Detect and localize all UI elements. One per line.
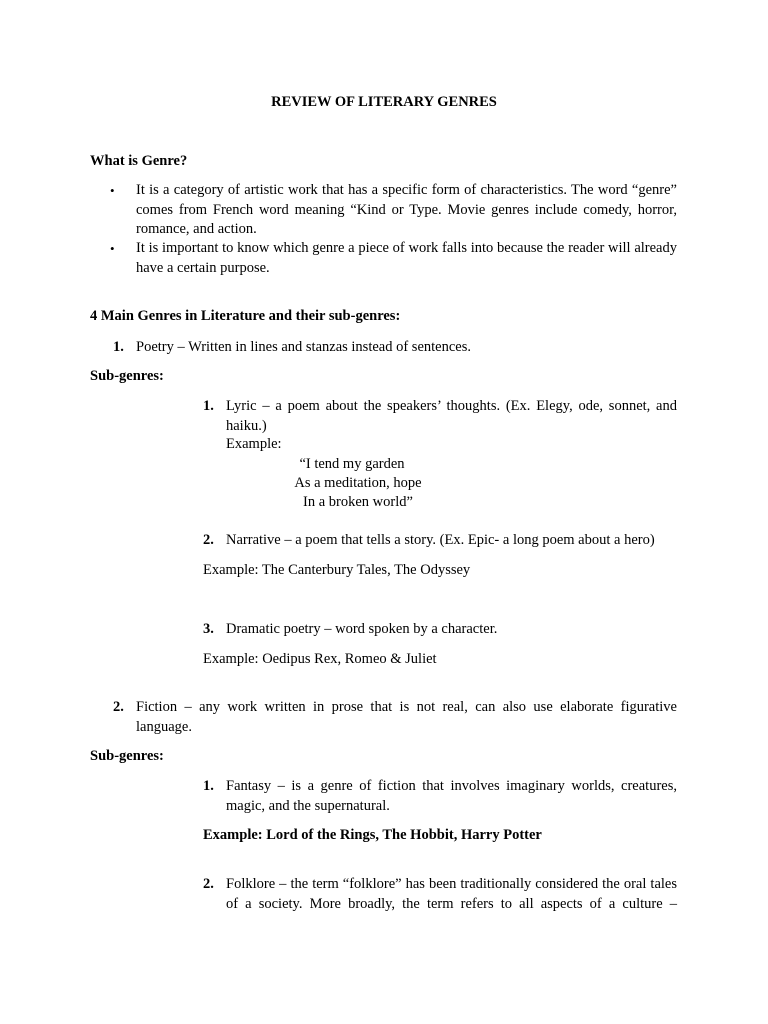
example-text: Example: Lord of the Rings, The Hobbit, Harry Potter — [203, 827, 542, 843]
poem-line: In a broken world” — [303, 494, 413, 510]
bullet-text: It is a category of artistic work that has a specific form of characteristics. The word “genre” comes from French word meaning “Kind or Type. Movie genres include comedy, horror, romance, and action. — [136, 182, 677, 237]
example-label: Example: — [226, 436, 282, 452]
poem-line: “I tend my garden — [299, 456, 405, 472]
subgenre-text: Fantasy – is a genre of fiction that involves imaginary worlds, creatures, magic, and the supernatural. — [226, 778, 677, 814]
example-text: Example: The Canterbury Tales, The Odyssey — [203, 562, 471, 578]
subgenre-text: Lyric – a poem about the speakers’ thoughts. (Ex. Elegy, ode, sonnet, and haiku.) — [226, 398, 677, 434]
subgenres-label: Sub-genres: — [90, 748, 164, 764]
list-number: 1. — [113, 339, 124, 355]
subgenres-label: Sub-genres: — [90, 368, 164, 384]
section-heading-main-genres: 4 Main Genres in Literature and their sub-genres: — [90, 308, 401, 324]
list-number: 1. — [203, 398, 214, 414]
poem-line: As a meditation, hope — [294, 475, 422, 491]
bullet-icon: • — [110, 183, 115, 198]
page-title: REVIEW OF LITERARY GENRES — [271, 94, 497, 110]
list-number: 3. — [203, 621, 214, 637]
subgenre-text: Narrative – a poem that tells a story. (Ex. Epic- a long poem about a hero) — [226, 532, 655, 548]
list-number: 2. — [113, 699, 124, 715]
list-number: 2. — [203, 532, 214, 548]
subgenre-text: Folklore – the term “folklore” has been traditionally considered the oral tales of a society. More broadly, the term refers to all aspects of a culture – — [226, 876, 677, 912]
bullet-text: It is important to know which genre a piece of work falls into because the reader will already have a certain purpose. — [136, 240, 677, 276]
genre-item-text: Poetry – Written in lines and stanzas instead of sentences. — [136, 339, 471, 355]
example-text: Example: Oedipus Rex, Romeo & Juliet — [203, 651, 437, 667]
list-number: 1. — [203, 778, 214, 794]
genre-item-text: Fiction – any work written in prose that is not real, can also use elaborate figurative language. — [136, 699, 677, 735]
list-number: 2. — [203, 876, 214, 892]
subgenre-text: Dramatic poetry – word spoken by a character. — [226, 621, 498, 637]
bullet-icon: • — [110, 241, 115, 256]
section-heading-what-is-genre: What is Genre? — [90, 153, 188, 169]
